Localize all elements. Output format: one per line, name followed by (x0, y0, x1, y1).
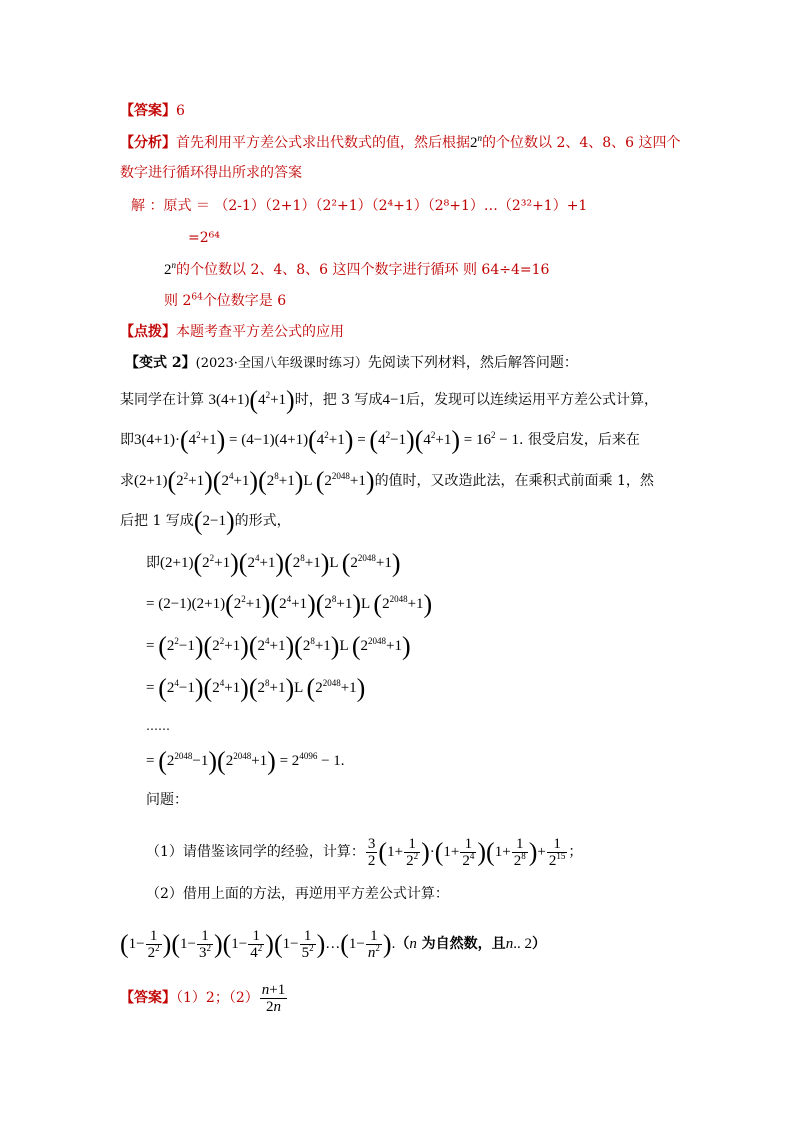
p2-b: . 很受启发，后来在 (518, 432, 640, 448)
variant-source: (2023·全国八年级课时练习） (195, 356, 368, 371)
answer-line (120, 101, 185, 121)
question-2-expr (120, 928, 546, 961)
point-label: 【点拨】 (120, 324, 176, 340)
solution-expr: （2-1）（2+1）（2²+1）（2⁴+1）（2⁸+1）…（2³²+1）+1 (214, 198, 588, 214)
q1-text: （1）请借鉴该同学的经验，计算： (146, 843, 365, 860)
solution-conclusion: 则 $2^{64}$个位数字是 6 (164, 292, 287, 309)
q1-expr: $\frac{3}{2}$ (1+ $\frac{1}{2^2}$ )·(1+ $\frac{1}{2^4}$ )(1+ $\frac{1}{2^8}$ )+ $\frac{1}{2^{15}}$ (367, 836, 566, 869)
analysis-text-a: 首先利用平方差公式求出代数式的值，然后根据 (176, 135, 470, 151)
q2-cond: n.. 2 (505, 935, 532, 952)
p3-a: 求 (120, 473, 134, 489)
q2-note-c: ） (531, 935, 546, 952)
answer2-part1: （1）2；（2） (176, 989, 259, 1006)
point-text: 本题考查平方差公式的应用 (176, 324, 344, 340)
analysis-line-1 (120, 133, 681, 153)
answer-value: 6 (176, 103, 185, 119)
derivation-1 (146, 548, 401, 578)
q2-note-a: （ (395, 935, 410, 952)
analysis-line-2: 数字进行循环得出所求的答案 (120, 165, 302, 181)
p4-expr: (2−1) (193, 506, 235, 536)
q2-note-b: 为自然数，且 (416, 935, 506, 952)
p1-b: 时，把 3 写成 (294, 392, 383, 408)
p4-a: 后把 1 写成 (120, 513, 194, 529)
cycle-power: 2$^n$ (164, 260, 176, 278)
derivation-4: = $(2^4-1)(2^4+1)(2^8+1)L$ $(2^{2048}+1)$ (146, 673, 366, 703)
solution-result: =2⁶⁴ (188, 230, 220, 246)
solution-label: 解 ：原式 ＝ (131, 198, 215, 214)
derivation-3: = $(2^2-1)(2^2+1)(2^4+1)(2^8+1)L$ $(2^{2048}+1)$ (146, 631, 411, 661)
q2-expr: (1− $\frac{1}{2^2}$ )(1− $\frac{1}{3^2}$ )(1− $\frac{1}{4^2}$ )(1− $\frac{1}{5^2}$ )…(1− $\frac{1}{n^2}$ ). (120, 928, 396, 961)
variant-label: 【变式 2】 (125, 355, 196, 371)
p1-a: 某同学在计算 (120, 392, 209, 408)
variant-intro: 先阅读下列材料，然后解答问题： (367, 355, 578, 371)
cycle-text: 的个位数以 2、4、8、6 这四个数字进行循环 则 64÷4=16 (176, 262, 550, 278)
d1-prefix: 即 (146, 555, 160, 571)
analysis-text-b: 的个位数以 2、4、8、6 这四个 (482, 135, 681, 151)
material-line-2 (120, 425, 640, 455)
p1-c: 后，发现可以连续运用平方差公式计算， (406, 392, 658, 408)
material-line-1 (120, 385, 658, 415)
p4-b: 的形式， (234, 513, 291, 529)
derivation-5: = $(2^{2048}-1)(2^{2048}+1) = 2^{4096} - 1$. (146, 746, 345, 776)
p2-expr: $3(4+1)\cdot(4^2+1) = (4-1)(4+1)(4^2+1) = (4^2-1)(4^2+1) = 16^2 - 1$ (134, 425, 519, 455)
q2-n: n (409, 935, 417, 952)
p2-a: 即 (120, 432, 134, 448)
conclusion-a: 则 2 (164, 293, 192, 309)
p3-expr: $(2+1)(2^2+1)(2^4+1)(2^8+1)L$ $(2^{2048}+1)$ (134, 466, 375, 496)
derivation-2: = $(2-1)(2+1)(2^2+1)(2^4+1)(2^8+1)L$ $(2^{2048}+1)$ (146, 589, 433, 619)
conclusion-b: 个位数字是 6 (202, 293, 287, 309)
question-1 (146, 836, 582, 869)
analysis-power: 2$^n$ (470, 133, 482, 151)
answer-2-line (120, 982, 288, 1015)
questions-label: 问题： (146, 792, 188, 808)
d1-expr: $(2+1)(2^2+1)(2^4+1)(2^8+1)L$ $(2^{2048}+1)$ (160, 548, 401, 578)
answer2-label: 【答案】 (120, 989, 176, 1006)
question-2: （2）借用上面的方法，再逆用平方差公式计算： (146, 886, 449, 902)
answer2-frac: $\frac{n+1}{2n}$ (261, 982, 286, 1015)
answer-label: 【答案】 (120, 103, 176, 119)
p3-b: 的值时，又改造此法，在乘积式前面乘 1，然 (374, 473, 654, 489)
point-line (120, 322, 344, 342)
solution-line-1 (131, 196, 587, 216)
derivation-ellipsis: …… (146, 719, 170, 733)
q1-end: ； (568, 843, 583, 860)
material-line-3 (120, 466, 654, 496)
solution-cycle (164, 260, 549, 280)
analysis-label: 【分析】 (120, 135, 176, 151)
p1-expr: $3(4+1)(4^2+1)$ (208, 385, 295, 415)
variant-line (125, 353, 578, 374)
material-line-4 (120, 506, 291, 536)
p1-expr2: 4−1 (382, 392, 406, 408)
